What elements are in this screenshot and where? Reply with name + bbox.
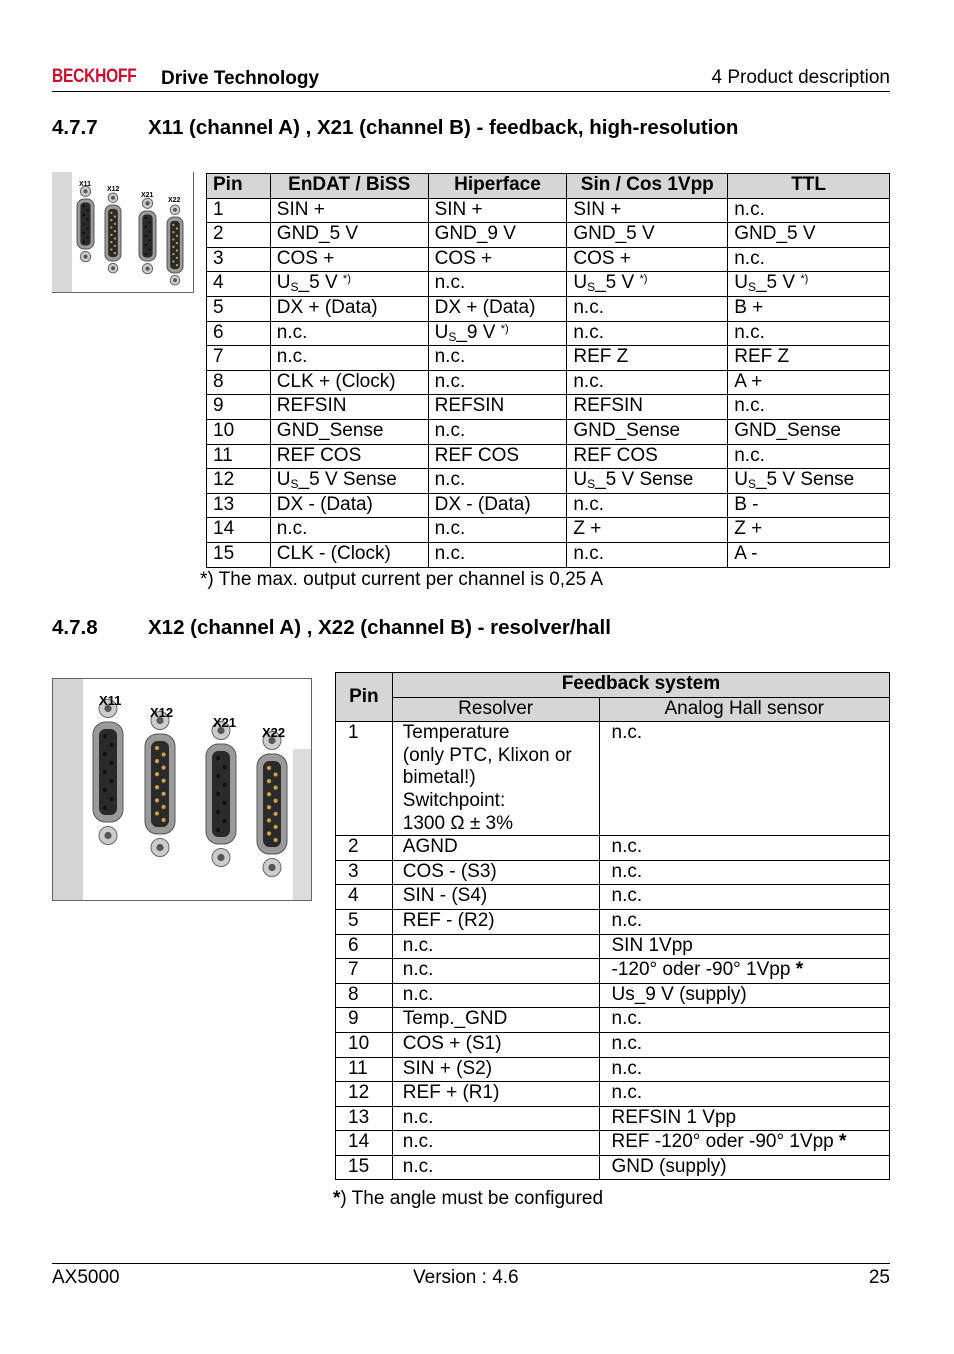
page-header [52, 64, 890, 92]
label-x11: X11 [79, 181, 92, 188]
table-row: 5 DX + (Data) DX + (Data) n.c. B + [207, 296, 890, 321]
label-x21: X21 [213, 715, 237, 730]
table-row: 10 GND_Sense n.c. GND_Sense GND_Sense [207, 419, 890, 444]
col-resolver: Resolver [392, 697, 599, 722]
footer-version: Version : 4.6 [413, 1267, 519, 1288]
col-endat-biss: EnDAT / BiSS [270, 174, 428, 199]
table-row: 15 n.c. GND (supply) [336, 1155, 890, 1180]
table-row: 9 Temp._GND n.c. [336, 1008, 890, 1033]
col-pin: Pin [336, 673, 393, 722]
table-row: 13 DX - (Data) DX - (Data) n.c. B - [207, 493, 890, 518]
label-x21: X21 [141, 192, 154, 199]
section-number: 4.7.8 [52, 616, 98, 639]
table-row: 5 REF - (R2) n.c. [336, 909, 890, 934]
section-title: X11 (channel A) , X21 (channel B) - feedback, high-resolution [148, 116, 739, 139]
connector-illustration-small [52, 172, 194, 293]
table-row: 1 SIN + SIN + SIN + n.c. [207, 198, 890, 223]
table-row: 7 n.c. n.c. REF Z REF Z [207, 346, 890, 371]
col-ttl: TTL [728, 174, 890, 199]
table-header-row [336, 673, 890, 698]
table-row: 3 COS + COS + COS + n.c. [207, 247, 890, 272]
table-row: 3 COS - (S3) n.c. [336, 860, 890, 885]
table-row: 15 CLK - (Clock) n.c. n.c. A - [207, 542, 890, 567]
label-x11: X11 [99, 693, 122, 708]
pinout-table-x11-x21 [206, 173, 890, 568]
label-x22: X22 [262, 725, 286, 740]
table-row: 4 SIN - (S4) n.c. [336, 885, 890, 910]
table-row: 6 n.c. $U_S\_9$ V *) n.c. n.c. [207, 321, 890, 346]
table-row: 1 Temperature (only PTC, Klixon or bimetal!) Switchpoint: 1300 Ω ± 3% n.c. [336, 722, 890, 836]
header-section: 4 Product description [711, 67, 890, 88]
table-row: 14 n.c. REF -120° oder -90° 1Vpp * [336, 1131, 890, 1156]
section-title: X12 (channel A) , X22 (channel B) - resolver/hall [148, 616, 611, 639]
brand-logo: BECKHOFF [52, 66, 137, 87]
table-row: 7 n.c. -120° oder -90° 1Vpp * [336, 959, 890, 984]
footer-product: AX5000 [52, 1267, 120, 1288]
table1-footnote: *) The max. output current per channel is 0,25 A [200, 569, 604, 590]
col-sin-cos: Sin / Cos 1Vpp [567, 174, 728, 199]
section-4-7-8-heading [52, 616, 611, 640]
col-pin: Pin [207, 174, 271, 199]
col-feedback-system: Feedback system [392, 673, 889, 698]
table-row: 6 n.c. SIN 1Vpp [336, 934, 890, 959]
table-row: 4 $U_S\_5$ V *) n.c. $U_S\_5$ V *) $U_S\_5$ V *) [207, 272, 890, 297]
table-row: 12 REF + (R1) n.c. [336, 1082, 890, 1107]
table-row: 8 CLK + (Clock) n.c. n.c. A + [207, 370, 890, 395]
footer-page-number: 25 [868, 1267, 890, 1288]
table-row: 11 REF COS REF COS REF COS n.c. [207, 444, 890, 469]
connector-illustration-large [53, 679, 311, 900]
label-x12: X12 [107, 186, 120, 193]
table-row: 13 n.c. REFSIN 1 Vpp [336, 1106, 890, 1131]
table-row: 14 n.c. n.c. Z + Z + [207, 518, 890, 543]
section-4-7-7-heading [52, 116, 738, 140]
label-x12: X12 [150, 705, 174, 720]
connector-photo-small [52, 172, 194, 293]
section-number: 4.7.7 [52, 116, 98, 139]
header-subtitle: Drive Technology [161, 68, 320, 89]
table-row: 2 GND_5 V GND_9 V GND_5 V GND_5 V [207, 223, 890, 248]
table-row: 11 SIN + (S2) n.c. [336, 1057, 890, 1082]
label-x22: X22 [168, 197, 181, 204]
page-footer [52, 1263, 890, 1293]
table-subheader-row [336, 697, 890, 722]
col-analog-hall: Analog Hall sensor [599, 697, 890, 722]
pinout-table-x12-x22 [335, 672, 890, 1180]
table-row: 12 $U_S\_5$ V Sense n.c. $U_S\_5$ V Sense $U_S\_5$ V Sense [207, 469, 890, 494]
table-row: 10 COS + (S1) n.c. [336, 1032, 890, 1057]
table-row: 8 n.c. Us_9 V (supply) [336, 983, 890, 1008]
connector-photo-large [52, 678, 312, 901]
col-hiperface: Hiperface [428, 174, 567, 199]
table2-footnote: *) The angle must be configured [333, 1188, 604, 1209]
table-row: 9 REFSIN REFSIN REFSIN n.c. [207, 395, 890, 420]
table-row: 2 AGND n.c. [336, 836, 890, 861]
table-header-row [207, 174, 890, 199]
